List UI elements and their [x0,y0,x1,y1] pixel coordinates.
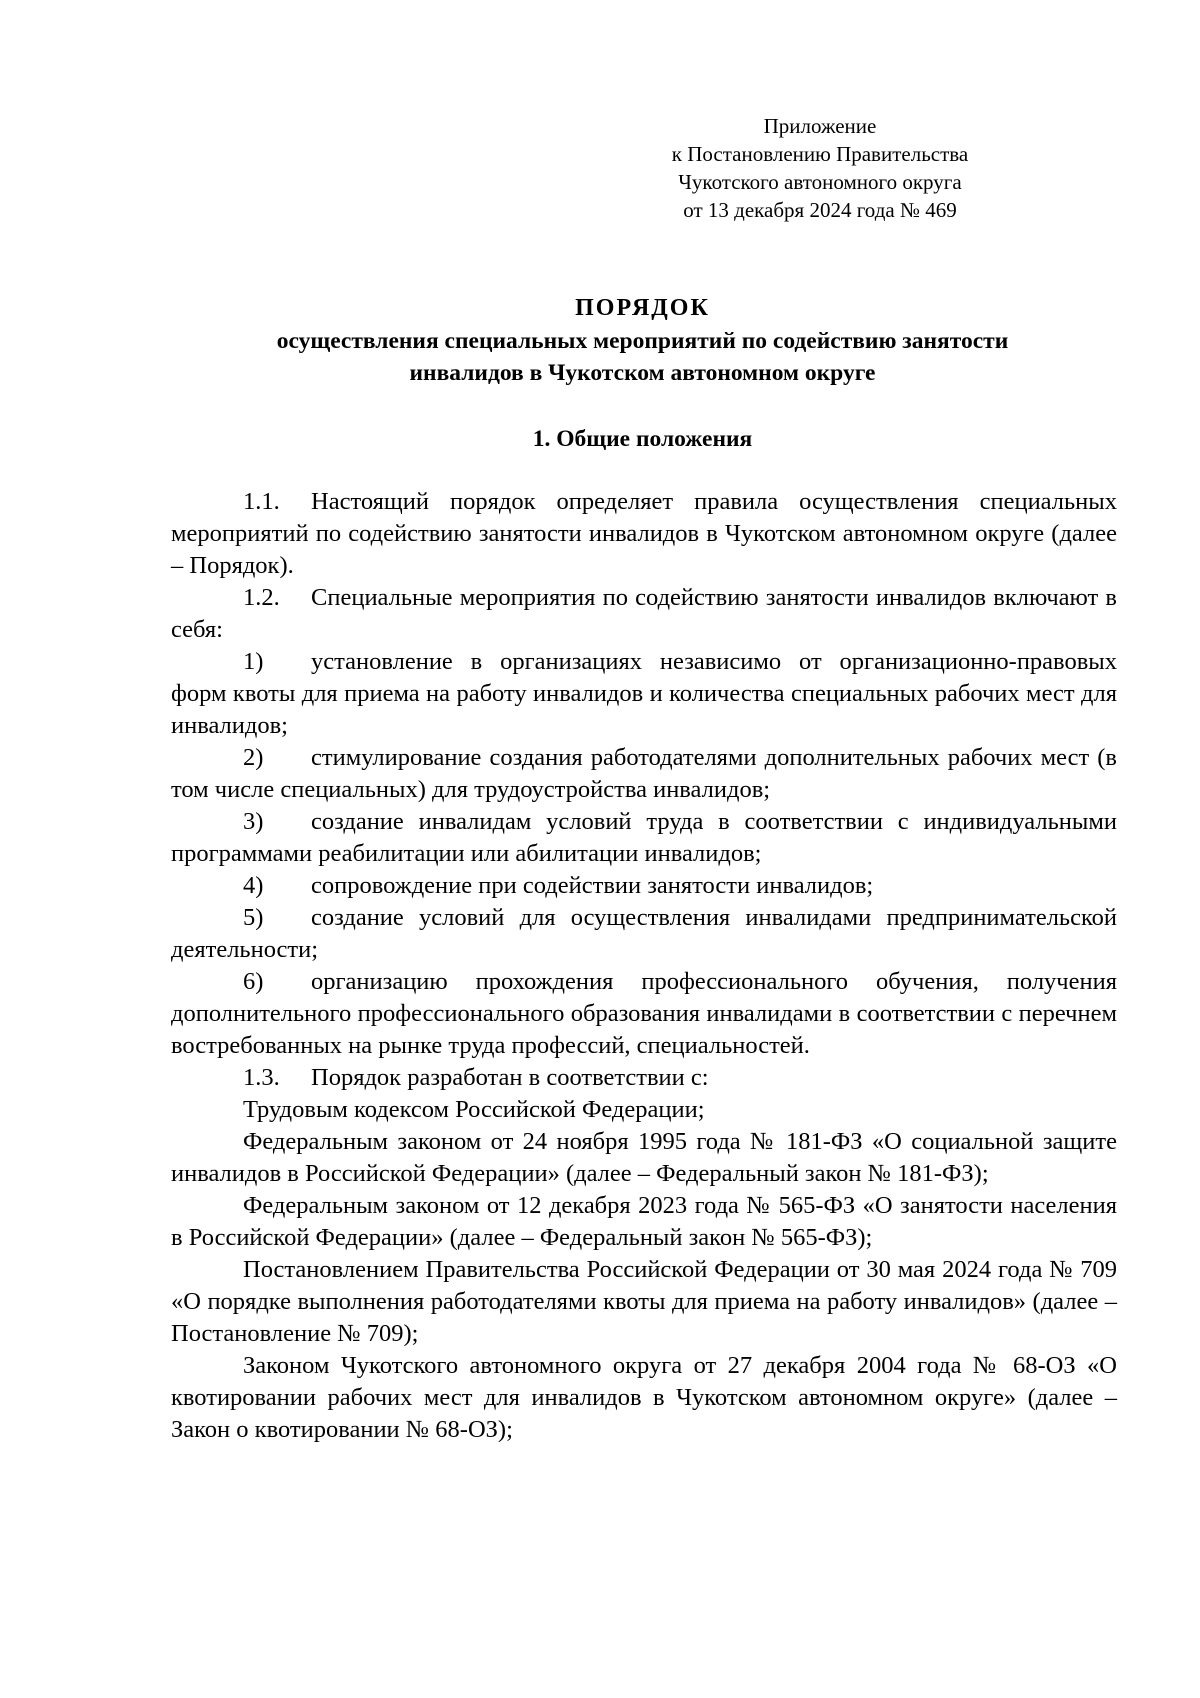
paragraph-number: 1.2. [243,584,280,611]
list-item-6 [171,966,1117,1062]
appendix-header [640,112,1000,224]
appendix-line-1: Приложение [763,114,877,138]
paragraph-1-2 [171,582,1117,646]
list-item-5 [171,902,1117,966]
list-text: установление в организациях независимо от организационно-правовых форм квоты для приема на работу инвалидов и количества специальных рабочих мест для инвалидов; [171,648,1117,739]
paragraph-1-1 [171,486,1117,582]
document-subtitle-line-2: инвалидов в Чукотском автономном округе [409,360,876,386]
appendix-line-3: Чукотского автономного округа [678,170,962,194]
section-heading: 1. Общие положения [532,426,753,452]
appendix-line-2: к Постановлению Правительства [671,142,969,166]
document-title: ПОРЯДОК [575,295,710,321]
document-body [171,486,1117,1446]
list-item-3 [171,806,1117,870]
list-item-4 [171,870,1117,902]
legal-basis-item: Федеральным законом от 24 ноября 1995 года № 181-ФЗ «О социальной защите инвалидов в Российской Федерации» (далее – Федеральный закон № 181-ФЗ); [171,1128,1117,1187]
paragraph-number: 1.3. [243,1064,280,1091]
list-number: 6) [243,968,264,995]
legal-basis-item: Трудовым кодексом Российской Федерации; [243,1096,705,1123]
document-subtitle [170,325,1115,389]
list-number: 4) [243,872,264,899]
list-item-2 [171,742,1117,806]
paragraph-number: 1.1. [243,488,280,515]
list-number: 1) [243,648,264,675]
legal-basis-item: Постановлением Правительства Российской Федерации от 30 мая 2024 года № 709 «О порядке выполнения работодателями квоты для приема на работу инвалидов» (далее – Постановление № 709); [171,1256,1117,1347]
paragraph-text: Специальные мероприятия по содействию занятости инвалидов включают в себя: [171,584,1117,643]
document-subtitle-line-1: осуществления специальных мероприятий по содействию занятости [276,328,1009,354]
list-text: создание условий для осуществления инвалидами предпринимательской деятельности; [171,904,1117,963]
paragraph-1-3 [171,1062,1117,1094]
list-number: 5) [243,904,264,931]
list-item-1 [171,646,1117,742]
list-number: 3) [243,808,264,835]
list-text: организацию прохождения профессионального обучения, получения дополнительного профессионального образования инвалидами в соответствии с перечнем востребованных на рынке труда профессий, специальностей. [171,968,1117,1059]
appendix-line-4: от 13 декабря 2024 года № 469 [683,198,957,222]
paragraph-text: Настоящий порядок определяет правила осуществления специальных мероприятий по содействию занятости инвалидов в Чукотском автономном округе (далее – Порядок). [171,488,1117,579]
list-number: 2) [243,744,264,771]
legal-basis-item: Федеральным законом от 12 декабря 2023 года № 565-ФЗ «О занятости населения в Российской Федерации» (далее – Федеральный закон № 565-ФЗ); [171,1192,1117,1251]
list-text: стимулирование создания работодателями дополнительных рабочих мест (в том числе специальных) для трудоустройства инвалидов; [171,744,1117,803]
legal-basis-item: Законом Чукотского автономного округа от 27 декабря 2004 года № 68-ОЗ «О квотировании рабочих мест для инвалидов в Чукотском автономном округе» (далее – Закон о квотировании № 68-ОЗ); [171,1352,1117,1443]
list-text: сопровождение при содействии занятости инвалидов; [311,872,874,899]
paragraph-text: Порядок разработан в соответствии с: [311,1064,709,1091]
list-text: создание инвалидам условий труда в соответствии с индивидуальными программами реабилитации или абилитации инвалидов; [171,808,1117,867]
